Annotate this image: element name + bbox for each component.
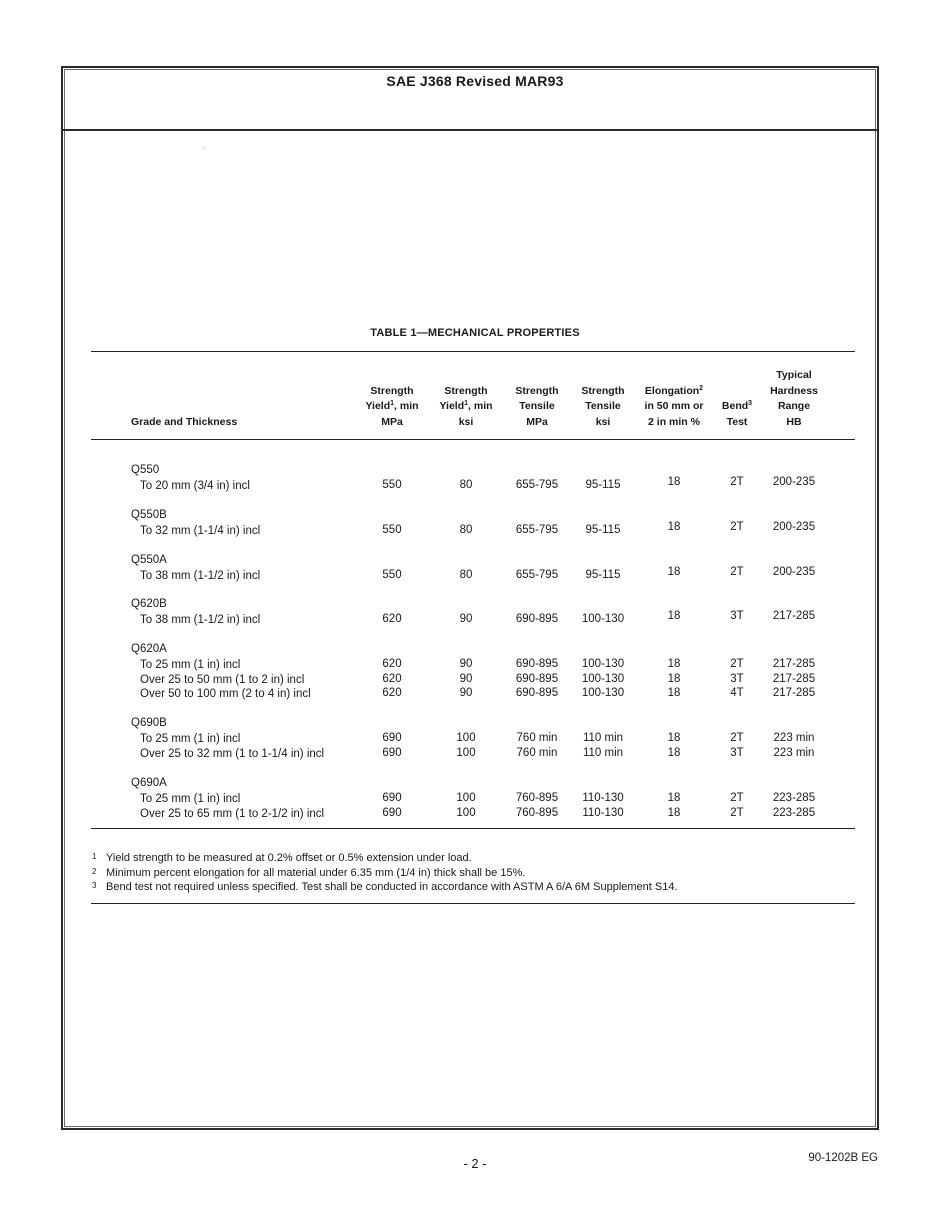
table-cell-tensile-mpa: 690-895 [515,687,559,699]
table-cell-yield-mpa: 690 [382,792,402,804]
table-cell-bend: 2T [730,658,744,670]
table-cell-tensile-ksi: 100-130 [581,658,625,670]
table-cell-tensile-ksi: 95-115 [585,479,621,491]
table-cell-yield-mpa: 690 [382,806,402,819]
table-top-rule [91,351,855,352]
table-cell-tensile-ksi: 100-130 [581,613,625,625]
footnote-bottom-rule [91,903,855,904]
grade-label: Q550 [131,464,160,476]
table-cell-yield-ksi: 100 [456,806,476,819]
table-cell-hardness: 223-285 [772,792,816,804]
column-header [431,384,501,431]
table-cell-tensile-mpa: 690-895 [515,613,559,625]
table-cell-elongation: 18 [667,610,681,622]
table-cell-bend: 2T [730,792,744,804]
column-header-line: MPa [526,415,548,428]
table-cell-tensile-ksi: 95-115 [585,569,621,581]
column-header-suffix: , min [394,400,419,412]
table-cell-yield-ksi: 100 [456,732,476,744]
table-cell-yield-ksi: 80 [459,524,473,536]
table-cell-elongation: 18 [667,806,681,819]
table-cell-yield-mpa: 690 [382,746,402,759]
table-cell-bend: 2T [730,566,744,578]
column-header-line [357,399,427,415]
table-cell-bend: 2T [730,806,744,819]
table-cell-tensile-ksi: 110 min [582,746,624,759]
column-header-line [431,399,501,415]
table-cell-tensile-mpa: 655-795 [515,524,559,536]
column-header [762,368,826,430]
column-header-line: MPa [381,415,403,428]
table-cell-hardness: 200-235 [772,566,816,578]
column-header-line: Tensile [585,400,621,412]
column-header-line: Range [777,400,811,412]
table-cell-tensile-mpa: 690-895 [515,658,559,670]
column-header-line: HB [786,415,802,428]
page-number: - 2 - [463,1156,487,1171]
column-header-line: Strength [444,384,488,397]
table-cell-hardness: 223-285 [772,806,816,819]
table-cell-yield-ksi: 90 [459,672,473,685]
footnote-mark: 1 [92,852,97,861]
table-cell-bend: 2T [730,521,744,533]
column-header-line: Strength [370,384,414,397]
table-header-rule [91,439,855,440]
table-cell-tensile-mpa: 655-795 [515,479,559,491]
table-cell-hardness: 217-285 [772,672,816,685]
footnote-ref: 2 [699,384,704,392]
table-cell-tensile-mpa: 760-895 [515,806,559,819]
header-divider [62,129,878,131]
table-cell-yield-ksi: 100 [456,792,476,804]
table-cell-tensile-mpa: 655-795 [515,569,559,581]
column-header-line: in 50 mm or [644,400,704,412]
table-cell-tensile-ksi: 110-130 [582,806,624,819]
table-bottom-rule [91,828,855,829]
table-cell-elongation: 18 [667,687,681,699]
thickness-label: Over 25 to 65 mm (1 to 2-1/2 in) incl [140,807,325,820]
table-cell-yield-ksi: 100 [456,746,476,759]
thickness-label: Over 25 to 50 mm (1 to 2 in) incl [140,673,305,686]
table-cell-bend: 3T [730,610,744,622]
grade-label: Q550B [131,509,167,521]
table-cell-bend: 3T [730,746,744,759]
table-cell-yield-mpa: 620 [382,672,402,685]
table-cell-bend: 2T [730,476,744,488]
column-header-line: Test [726,415,748,428]
table-cell-tensile-mpa: 760-895 [515,792,559,804]
column-header-suffix: , min [468,400,493,412]
column-header-line: Typical [776,369,812,381]
thickness-label: To 20 mm (3/4 in) incl [140,480,250,492]
document-title: SAE J368 Revised MAR93 [386,73,564,89]
table-cell-elongation: 18 [667,672,681,685]
column-header [507,384,567,431]
table-cell-elongation: 18 [667,566,681,578]
column-header-line: Strength [515,384,559,397]
table-cell-tensile-mpa: 760 min [516,746,558,759]
footnote-item [92,878,678,895]
table-cell-yield-mpa: 550 [382,569,402,581]
table-cell-hardness: 200-235 [772,521,816,533]
scan-speck [204,147,205,148]
thickness-label: To 38 mm (1-1/2 in) incl [140,570,261,582]
footnote-mark: 3 [92,881,97,890]
column-header [717,399,757,430]
grade-label: Q690A [131,777,167,789]
table-cell-elongation: 18 [667,521,681,533]
table-cell-bend: 2T [730,732,744,744]
column-header-line [631,384,717,400]
footnote-text: Bend test not required unless specified. Test shall be conducted in accordance with ASTM A 6/A 6M Supplement S14. [106,881,678,893]
column-header-text: Yield [439,400,465,412]
column-header-text: Yield [365,400,391,412]
table-cell-tensile-ksi: 110-130 [582,792,624,804]
table-cell-yield-ksi: 90 [459,658,473,670]
table-cell-tensile-ksi: 95-115 [585,524,621,536]
grade-label: Q620A [131,643,167,655]
table-cell-yield-ksi: 90 [459,613,473,625]
thickness-label: Over 50 to 100 mm (2 to 4 in) incl [140,688,311,700]
table-cell-yield-mpa: 620 [382,613,402,625]
grade-label: Q690B [131,717,167,729]
table-cell-bend: 3T [730,672,744,685]
thickness-label: Over 25 to 32 mm (1 to 1-1/4 in) incl [140,747,325,760]
table-cell-elongation: 18 [667,732,681,744]
table-cell-hardness: 200-235 [772,476,816,488]
footnote-ref: 3 [748,400,753,407]
column-header-line: Tensile [519,400,555,412]
table-cell-tensile-mpa: 690-895 [515,672,559,685]
column-header [631,384,717,431]
column-header-line: Hardness [770,384,818,397]
thickness-label: To 32 mm (1-1/4 in) incl [140,525,261,537]
column-header [573,384,633,431]
column-header-line: Grade and Thickness [131,415,238,428]
table-cell-tensile-ksi: 100-130 [581,687,625,699]
table-cell-yield-mpa: 620 [382,658,402,670]
footnote-ref: 1 [464,400,469,407]
footnote-mark: 2 [92,867,97,876]
column-header-line: Strength [581,384,625,397]
table-cell-hardness: 223 min [773,746,815,759]
column-header-line: 2 in min % [648,415,700,428]
table-cell-hardness: 223 min [773,732,815,744]
table-cell-yield-ksi: 90 [459,687,473,699]
page-frame-inner [64,69,876,1127]
thickness-label: To 25 mm (1 in) incl [140,733,241,745]
table-cell-bend: 4T [730,687,744,699]
column-header-text: Bend [721,400,749,412]
column-header [357,384,427,431]
table-cell-yield-ksi: 80 [459,479,473,491]
footnote-text: Yield strength to be measured at 0.2% offset or 0.5% extension under load. [106,852,472,864]
column-header-line: ksi [458,415,474,428]
column-header-line [717,399,757,415]
column-header-text: Elongation [644,384,700,397]
table-cell-yield-ksi: 80 [459,569,473,581]
column-header-grade [131,415,237,431]
table-cell-yield-mpa: 620 [382,687,402,699]
table-title: TABLE 1—MECHANICAL PROPERTIES [370,327,580,339]
grade-label: Q620B [131,598,167,610]
document-code: 90-1202B EG [808,1152,878,1164]
table-cell-elongation: 18 [667,746,681,759]
column-header-line: ksi [595,415,611,428]
table-cell-elongation: 18 [667,792,681,804]
table-cell-hardness: 217-285 [772,610,816,622]
table-cell-tensile-mpa: 760 min [516,732,558,744]
table-cell-yield-mpa: 550 [382,524,402,536]
footnote-ref: 1 [390,400,395,407]
table-cell-elongation: 18 [667,658,681,670]
table-cell-tensile-ksi: 100-130 [581,672,625,685]
table-cell-tensile-ksi: 110 min [582,732,624,744]
table-cell-yield-mpa: 690 [382,732,402,744]
thickness-label: To 38 mm (1-1/2 in) incl [140,614,261,626]
grade-label: Q550A [131,554,167,566]
thickness-label: To 25 mm (1 in) incl [140,793,241,805]
table-cell-hardness: 217-285 [772,687,816,699]
table-cell-elongation: 18 [667,476,681,488]
footnote-text: Minimum percent elongation for all material under 6.35 mm (1/4 in) thick shall be 15%. [106,867,526,879]
table-cell-yield-mpa: 550 [382,479,402,491]
table-cell-hardness: 217-285 [772,658,816,670]
thickness-label: To 25 mm (1 in) incl [140,659,241,671]
